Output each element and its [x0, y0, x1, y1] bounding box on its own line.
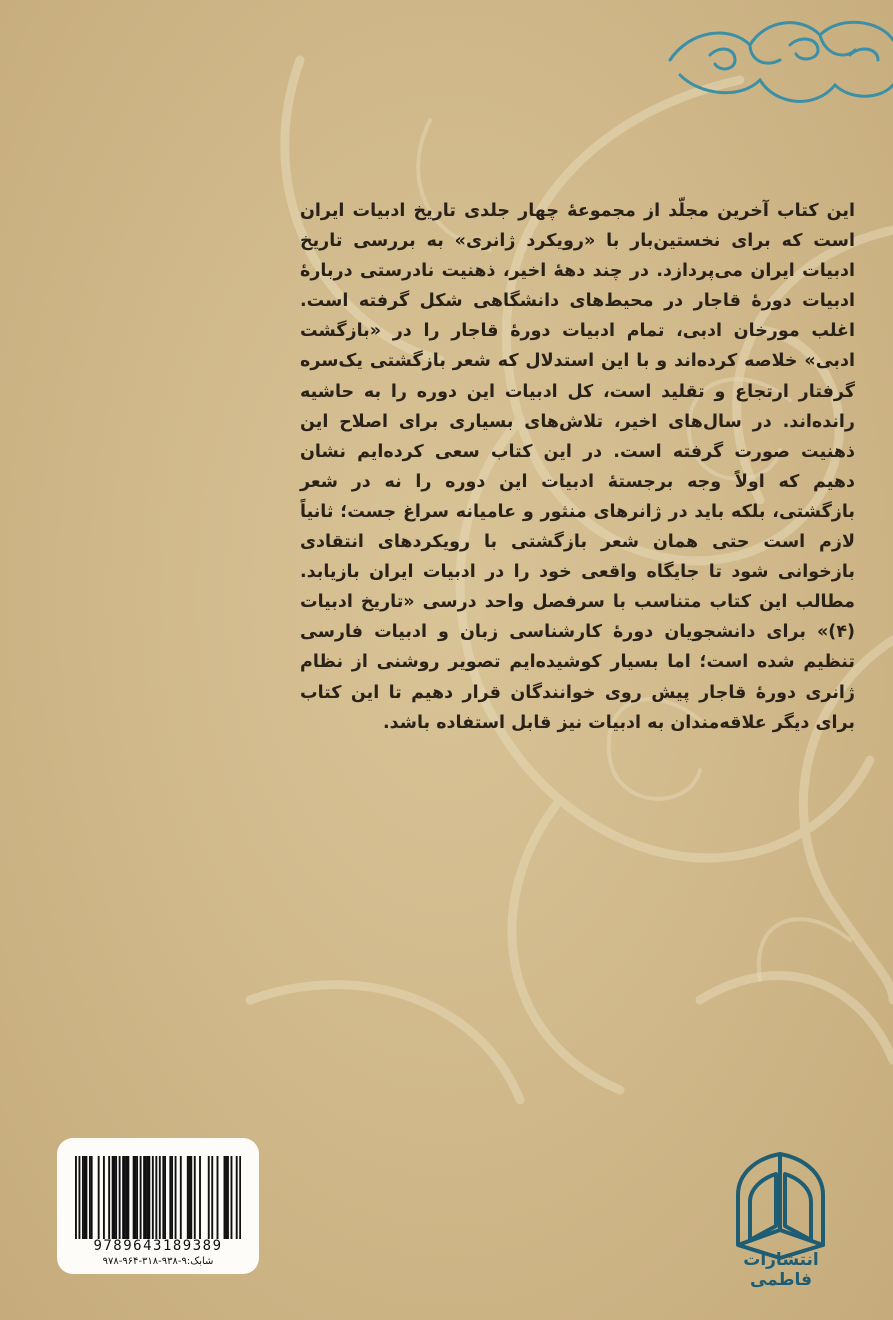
barcode-bar	[108, 1156, 110, 1239]
barcode-bar	[159, 1156, 161, 1239]
barcode-bar	[180, 1156, 182, 1239]
back-cover-blurb	[300, 196, 855, 738]
barcode-bar	[103, 1156, 105, 1239]
barcode-digits: 9789643189389	[93, 1238, 223, 1254]
barcode-bar	[231, 1156, 233, 1239]
barcode-bar	[82, 1156, 84, 1239]
barcode-bar	[84, 1156, 86, 1239]
barcode-bar	[78, 1156, 80, 1239]
isbn-label: شابک:۹-۹۳۸-۳۱۸-۹۶۴-۹۷۸	[102, 1256, 214, 1267]
barcode-bar	[91, 1156, 93, 1239]
barcode-bar	[134, 1156, 136, 1239]
barcode-bar	[194, 1156, 196, 1239]
barcode-bar	[187, 1156, 189, 1239]
barcode-bar	[112, 1156, 114, 1239]
barcode-bar	[136, 1156, 138, 1239]
barcode-bar	[127, 1156, 129, 1239]
barcode-bar	[199, 1156, 201, 1239]
barcode-bar	[140, 1156, 142, 1239]
barcode-bar	[85, 1156, 87, 1239]
blurb-paragraph: این کتاب آخرین مجلّد از مجموعهٔ چهار جلدی تاریخ ادبیات ایران است که برای نخستین‌بار با «رویکرد ژانری» به بررسی تاریخ ادبیات ایران می‌پردازد. در چند دههٔ اخیر، ذهنیت نادرستی دربارهٔ ادبیات دورهٔ قاجار در محیط‌های دانشگاهی شکل گرفته است. اغلب مورخان ادبی، تمام ادبیات دورهٔ قاجار را در «بازگشت ادبی» خلاصه کرده‌اند و با این استدلال که شعر بازگشتی یک‌سره گرفتار ارتجاع و تقلید است، کل ادبیات این دوره را به حاشیه رانده‌اند. در سال‌های اخیر، تلاش‌های بسیاری برای اصلاح این ذهنیت صورت گرفته است. در این کتاب سعی کرده‌ایم نشان دهیم که اولاً وجه برجستهٔ ادبیات این دوره را نه در شعر بازگشتی، بلکه باید در ژانرهای منثور و عامیانه سراغ جست؛ ثانیاً لازم است حتی همان شعر بازگشتی با رویکردهای انتقادی بازخوانی شود تا جایگاه واقعی خود را در ادبیات ایران بازیابد. مطالب این کتاب متناسب با سرفصل واحد درسی «تاریخ ادبیات (۴)» برای دانشجویان دورهٔ کارشناسی زبان و ادبیات فارسی تنظیم شده است؛ اما بسیار کوشیده‌ایم تصویر روشنی از نظام ژانری دورهٔ قاجار پیش روی خوانندگان قرار دهیم تا این کتاب برای دیگر علاقه‌مندان به ادبیات نیز قابل استفاده باشد.	[300, 201, 855, 733]
publisher-name: انتشارات فاطمی	[743, 1250, 819, 1290]
barcode-panel	[57, 1138, 259, 1274]
barcode-bar	[211, 1156, 213, 1239]
barcode-bar	[122, 1156, 124, 1239]
barcode-bar	[175, 1156, 177, 1239]
barcode-bar	[75, 1156, 77, 1239]
barcode-bar	[171, 1156, 173, 1239]
barcode-bar	[164, 1156, 166, 1239]
barcode-bar	[155, 1156, 157, 1239]
barcode-bar	[133, 1156, 135, 1239]
barcode-bar	[227, 1156, 229, 1239]
barcode-bar	[124, 1156, 126, 1239]
barcode-bar	[190, 1156, 192, 1239]
barcode-bar	[143, 1156, 145, 1239]
barcode-bar	[113, 1156, 115, 1239]
barcode-bar	[208, 1156, 210, 1239]
barcode-bar	[162, 1156, 164, 1239]
barcode-bar	[89, 1156, 91, 1239]
barcode-bar	[98, 1156, 100, 1239]
barcode-bar	[239, 1156, 241, 1239]
barcode-bar	[189, 1156, 191, 1239]
barcode-bar	[225, 1156, 227, 1239]
barcode-bar	[115, 1156, 117, 1239]
barcode-bar	[152, 1156, 154, 1239]
barcode-bar	[119, 1156, 121, 1239]
barcode-bar	[148, 1156, 150, 1239]
cloud-corner-ornament-icon	[650, 0, 893, 125]
barcode-bar	[126, 1156, 128, 1239]
barcode-bar	[145, 1156, 147, 1239]
barcode-bar	[217, 1156, 219, 1239]
barcode-bar	[147, 1156, 149, 1239]
barcode-icon	[75, 1156, 241, 1239]
barcode-bar	[224, 1156, 226, 1239]
barcode-bar	[169, 1156, 171, 1239]
barcode-bar	[236, 1156, 238, 1239]
